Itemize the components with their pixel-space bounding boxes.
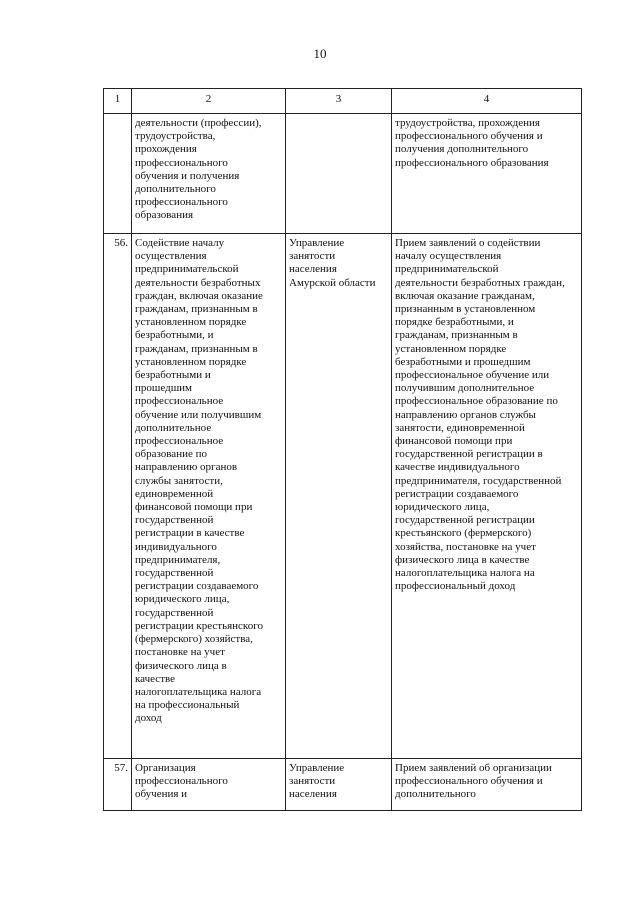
table-row bbox=[104, 234, 582, 759]
column-header: 1 bbox=[104, 89, 132, 114]
agency-name: Управление занятости населения bbox=[286, 759, 392, 811]
services-table bbox=[103, 88, 582, 811]
column-header: 4 bbox=[392, 89, 582, 114]
service-name: Содействие началу осуществления предпринимательской деятельности безработных граждан, включая оказание гражданам, признанным в установленном порядке безработными, и гражданам, признанным в установленном порядке безработными и прошедшим профессиональное обучение или получившим дополнительное профессиональное образование по направлению органов службы занятости, единовременной финансовой помощи при государственной регистрации в качестве индивидуального предпринимателя, государственной регистрации создаваемого юридического лица, государственной регистрации крестьянского (фермерского) хозяйства, постановке на учет физического лица в качестве налогоплательщика налога на профессиональный доход bbox=[132, 234, 286, 759]
row-number: 57. bbox=[104, 759, 132, 811]
table-row bbox=[104, 759, 582, 811]
service-name: Организация профессионального обучения и bbox=[132, 759, 286, 811]
agency-name bbox=[286, 114, 392, 234]
service-result: Прием заявлений об организации профессионального обучения и дополнительного bbox=[392, 759, 582, 811]
table-header-row bbox=[104, 89, 582, 114]
row-number: 56. bbox=[104, 234, 132, 759]
row-number bbox=[104, 114, 132, 234]
page-number: 10 bbox=[313, 46, 327, 61]
service-name: деятельности (профессии), трудоустройства, прохождения профессионального обучения и получения дополнительного профессионального образования bbox=[132, 114, 286, 234]
agency-name: Управление занятости населения Амурской области bbox=[286, 234, 392, 759]
table-row bbox=[104, 114, 582, 234]
column-header: 2 bbox=[132, 89, 286, 114]
service-result: Прием заявлений о содействии началу осуществления предпринимательской деятельности безработных граждан, включая оказание гражданам, признанным в установленном порядке безработными, и гражданам, признанным в установленном порядке безработными и прошедшим профессиональное обучение или получившим дополнительное профессиональное образование по направлению органов службы занятости, единовременной финансовой помощи при государственной регистрации в качестве индивидуального предпринимателя, государственной регистрации создаваемого юридического лица, государственной регистрации крестьянского (фермерского) хозяйства, постановке на учет физического лица в качестве налогоплательщика налога на профессиональный доход bbox=[392, 234, 582, 759]
service-result: трудоустройства, прохождения профессионального обучения и получения дополнительного профессионального образования bbox=[392, 114, 582, 234]
column-header: 3 bbox=[286, 89, 392, 114]
